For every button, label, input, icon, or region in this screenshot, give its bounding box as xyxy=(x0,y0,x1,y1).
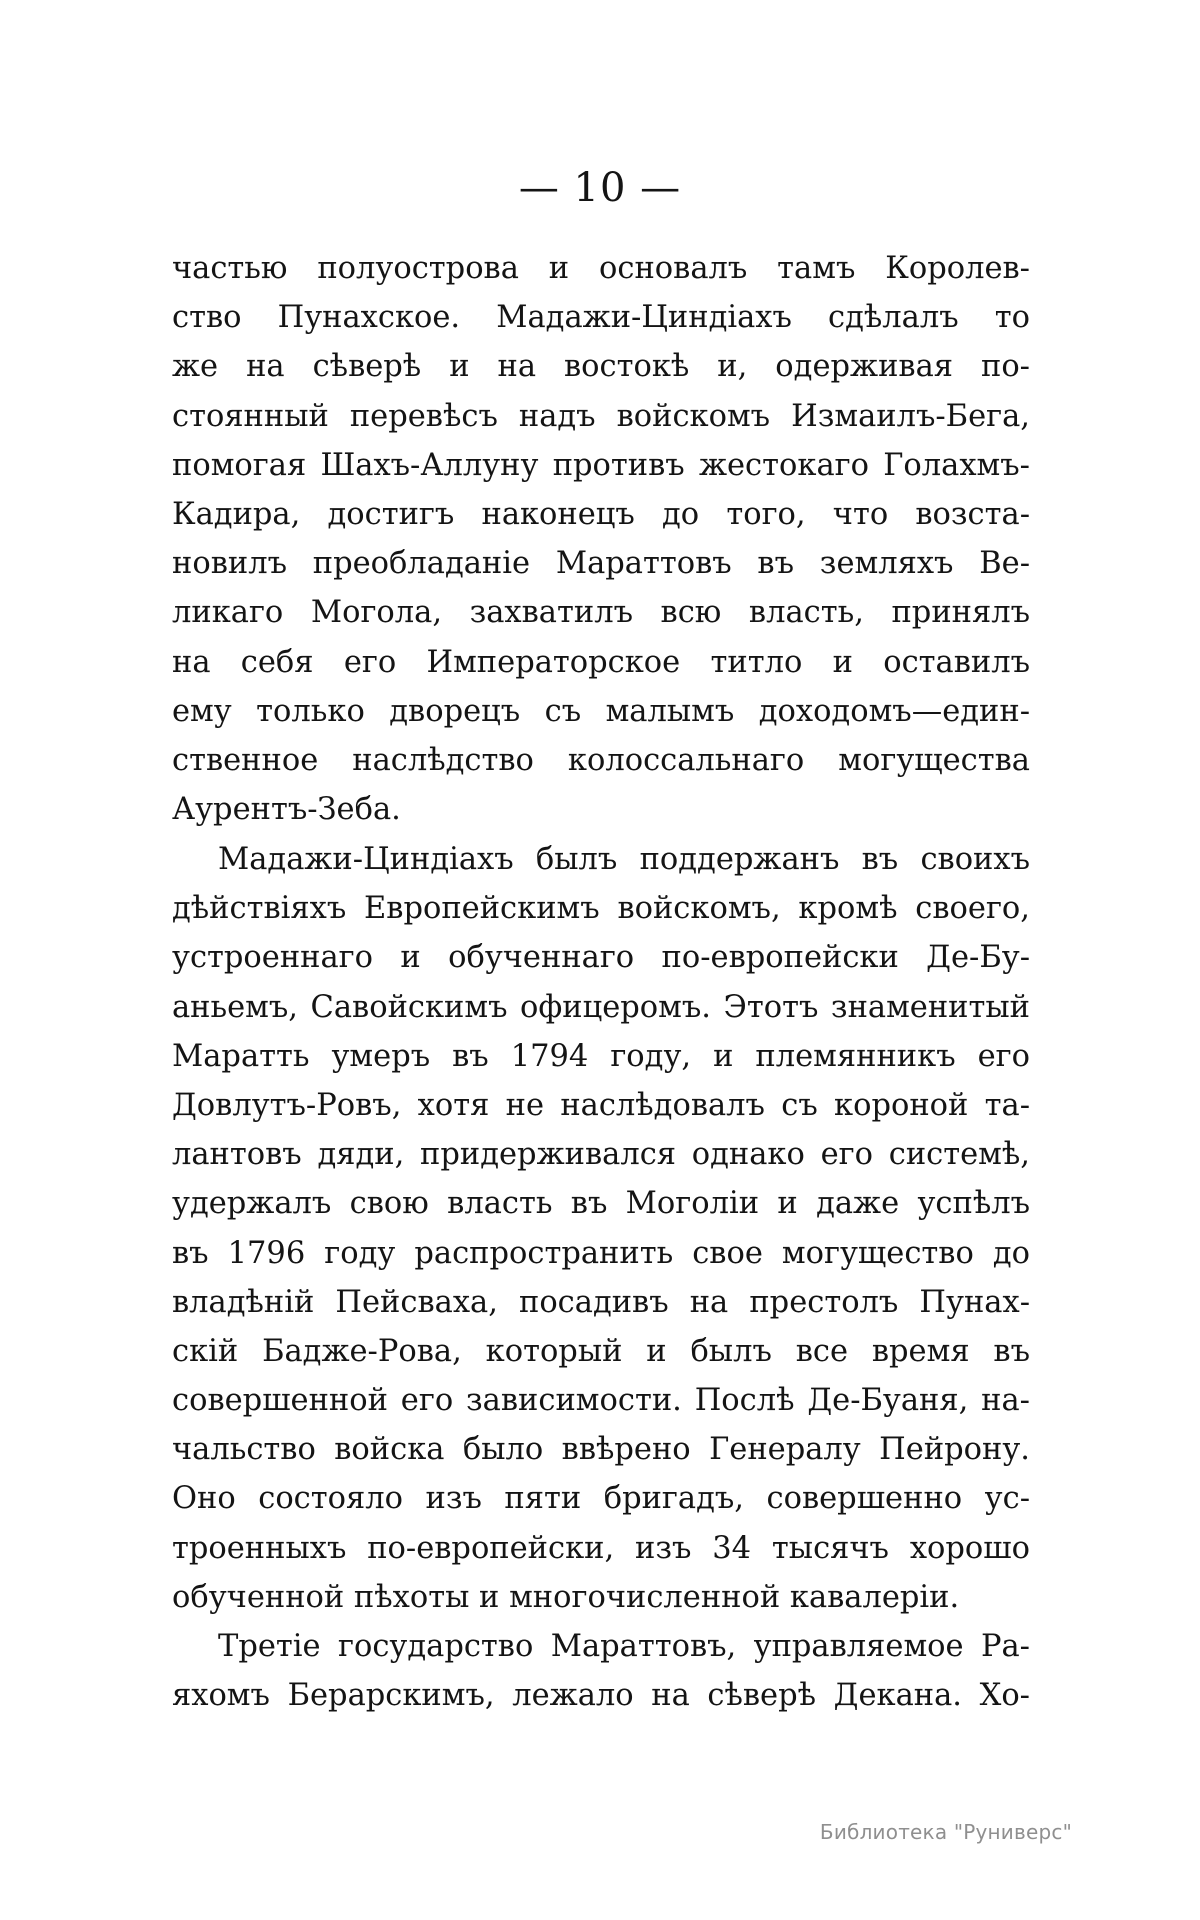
text-line: на себя его Императорское титло и оставилъ xyxy=(172,644,1030,680)
text-line: Третіе государство Мараттовъ, управляемое Ра- xyxy=(218,1629,1030,1664)
text-line: удержалъ свою власть въ Моголіи и даже успѣлъ xyxy=(172,1186,1030,1222)
paragraph xyxy=(172,1622,1030,1720)
text-line: ликаго Могола, захватилъ всю власть, принялъ xyxy=(172,595,1030,631)
text-line: чальство войска было ввѣрено Генералу Пейрону. xyxy=(172,1432,1030,1468)
text-line: яхомъ Берарскимъ, лежало на сѣверѣ Декана. Хо- xyxy=(172,1678,1030,1714)
text-line: лантовъ дяди, придерживался однако его системѣ, xyxy=(172,1137,1030,1173)
text-line: скій Бадже-Рова, который и былъ все время въ xyxy=(172,1333,1030,1369)
text-line: помогая Шахъ-Аллуну противъ жестокаго Голахмъ- xyxy=(172,447,1030,483)
text-line: Кадира, достигъ наконецъ до того, что возста- xyxy=(172,496,1030,532)
paragraph xyxy=(172,835,1030,1622)
text-line: новилъ преобладаніе Мараттовъ въ земляхъ Ве- xyxy=(172,546,1030,582)
text-line: частью полуострова и основалъ тамъ Королев- xyxy=(172,251,1030,286)
page-number: — 10 — xyxy=(518,165,682,211)
text-line: троенныхъ по-европейски, изъ 34 тысячъ хорошо xyxy=(172,1530,1030,1566)
text-line: дѣйствіяхъ Европейскимъ войскомъ, кромѣ своего, xyxy=(172,891,1030,927)
text-line: стоянный перевѣсъ надъ войскомъ Измаилъ-Бега, xyxy=(172,398,1030,434)
text-line: Маратть умеръ въ 1794 году, и племянникъ его xyxy=(172,1038,1030,1074)
text-line: обученной пѣхоты и многочисленной кавалеріи. xyxy=(172,1579,960,1615)
text-line: Аурентъ-Зеба. xyxy=(172,792,401,828)
text-line: ему только дворецъ съ малымъ доходомъ—един- xyxy=(172,693,1030,729)
text-line: Оно состояло изъ пяти бригадъ, совершенно ус- xyxy=(172,1481,1030,1517)
text-line: въ 1796 году распространить свое могущество до xyxy=(172,1235,1030,1271)
text-line: же на сѣверѣ и на востокѣ и, одерживая по- xyxy=(172,349,1030,385)
text-line: аньемъ, Савойскимъ офицеромъ. Этотъ знаменитый xyxy=(172,989,1030,1025)
text-line: ственное наслѣдство колоссальнаго могущества xyxy=(172,742,1030,778)
text-line: устроеннаго и обученнаго по-европейски Де-Бу- xyxy=(172,940,1030,976)
text-line: ство Пунахское. Мадажи-Циндіахъ сдѣлалъ то xyxy=(172,300,1030,336)
paragraph xyxy=(172,244,1030,834)
text-line: Мадажи-Циндіахъ былъ поддержанъ въ своихъ xyxy=(218,842,1030,877)
text-line: Довлутъ-Ровъ, хотя не наслѣдовалъ съ короной та- xyxy=(172,1087,1030,1123)
text-line: совершенной его зависимости. Послѣ Де-Буаня, на- xyxy=(172,1383,1030,1419)
text-line: владѣній Пейсваха, посадивъ на престолъ Пунах- xyxy=(172,1284,1030,1320)
library-watermark: Библиотека "Руниверс" xyxy=(819,1820,1072,1844)
